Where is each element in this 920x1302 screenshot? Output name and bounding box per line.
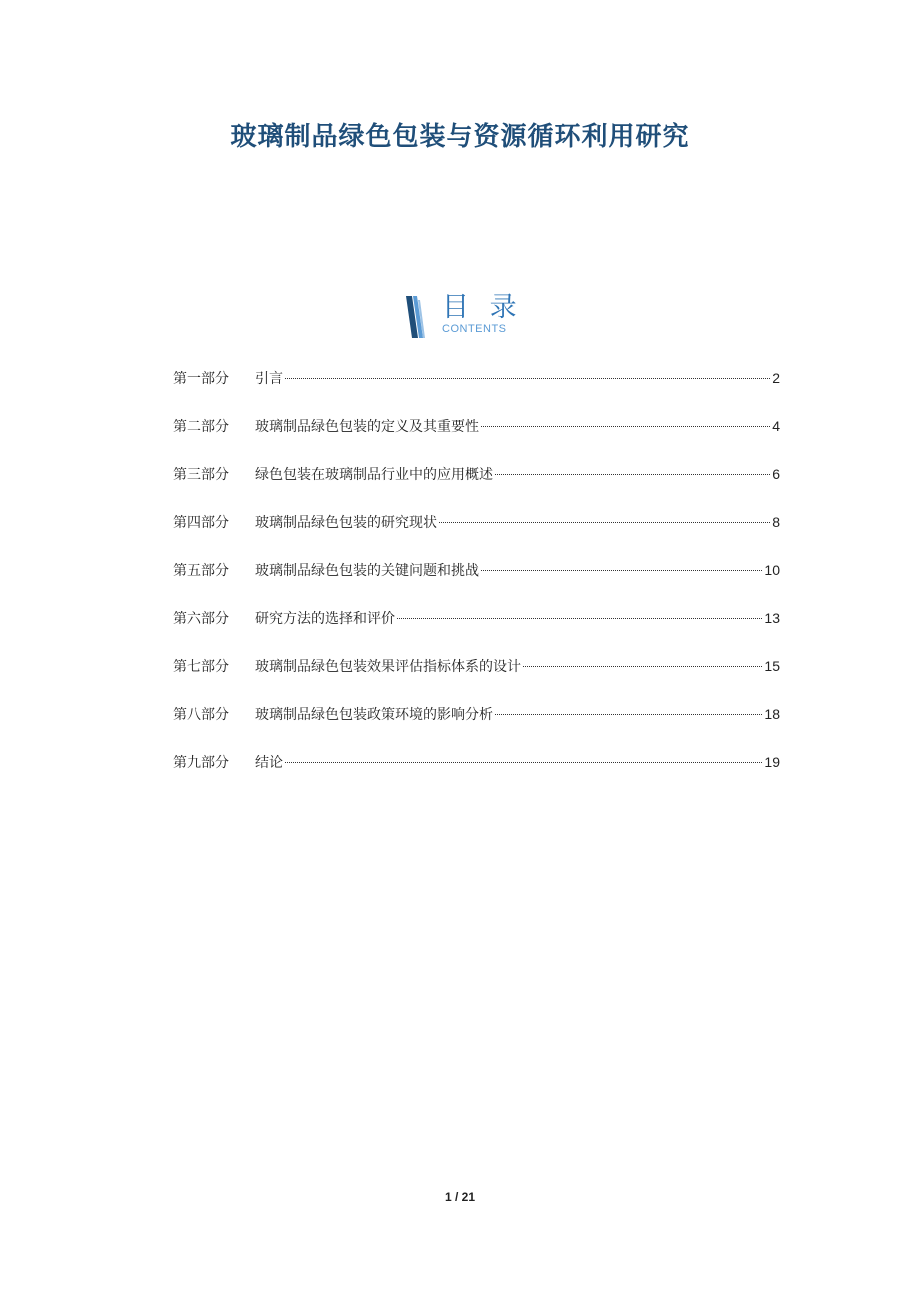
toc-page-number[interactable]: 6 (772, 466, 780, 482)
toc-dot-leader (439, 522, 770, 523)
toc-entry[interactable] (173, 558, 780, 606)
page-number-footer: 1 / 21 (444, 1190, 476, 1204)
toc-subheading: CONTENTS (442, 323, 507, 335)
toc-entry-title[interactable]: 玻璃制品绿色包装效果评估指标体系的设计 (255, 659, 521, 675)
toc-dot-leader (481, 570, 762, 571)
toc-entry[interactable] (173, 654, 780, 702)
toc-dot-leader (285, 378, 770, 379)
toc-entry-title[interactable]: 玻璃制品绿色包装的定义及其重要性 (255, 419, 479, 435)
toc-part-label: 第五部分 (173, 563, 229, 579)
toc-entry[interactable] (173, 750, 780, 798)
toc-entry[interactable] (173, 366, 780, 414)
toc-part-label: 第八部分 (173, 707, 229, 723)
table-of-contents (173, 366, 780, 798)
toc-page-number[interactable]: 2 (772, 370, 780, 386)
toc-page-number[interactable]: 8 (772, 514, 780, 530)
toc-entry-title[interactable]: 玻璃制品绿色包装的关键问题和挑战 (255, 563, 479, 579)
toc-page-number[interactable]: 4 (772, 418, 780, 434)
toc-page-number[interactable]: 10 (764, 562, 780, 578)
toc-dot-leader (397, 618, 762, 619)
toc-dot-leader (481, 426, 770, 427)
toc-part-label: 第七部分 (173, 659, 229, 675)
toc-dot-leader (495, 714, 762, 715)
toc-entry[interactable] (173, 414, 780, 462)
toc-entry-title[interactable]: 绿色包装在玻璃制品行业中的应用概述 (255, 467, 493, 483)
toc-entry[interactable] (173, 510, 780, 558)
toc-heading: 目 录 (442, 292, 523, 323)
toc-dot-leader (523, 666, 762, 667)
toc-page-number[interactable]: 19 (764, 754, 780, 770)
toc-page-number[interactable]: 13 (764, 610, 780, 626)
toc-entry[interactable] (173, 702, 780, 750)
toc-page-number[interactable]: 18 (764, 706, 780, 722)
toc-part-label: 第九部分 (173, 755, 229, 771)
toc-entry-title[interactable]: 引言 (255, 371, 283, 387)
toc-part-label: 第六部分 (173, 611, 229, 627)
toc-part-label: 第四部分 (173, 515, 229, 531)
document-title: 玻璃制品绿色包装与资源循环利用研究 (230, 122, 690, 152)
toc-entry-title[interactable]: 玻璃制品绿色包装的研究现状 (255, 515, 437, 531)
toc-page-number[interactable]: 15 (764, 658, 780, 674)
toc-part-label: 第二部分 (173, 419, 229, 435)
toc-dot-leader (285, 762, 762, 763)
slanted-bars-logo-icon (404, 296, 430, 338)
toc-part-label: 第一部分 (173, 371, 229, 387)
toc-entry[interactable] (173, 606, 780, 654)
toc-entry-title[interactable]: 研究方法的选择和评价 (255, 611, 395, 627)
toc-entry-title[interactable]: 玻璃制品绿色包装政策环境的影响分析 (255, 707, 493, 723)
toc-entry[interactable] (173, 462, 780, 510)
toc-entry-title[interactable]: 结论 (255, 755, 283, 771)
toc-part-label: 第三部分 (173, 467, 229, 483)
toc-header (404, 292, 534, 340)
toc-dot-leader (495, 474, 770, 475)
